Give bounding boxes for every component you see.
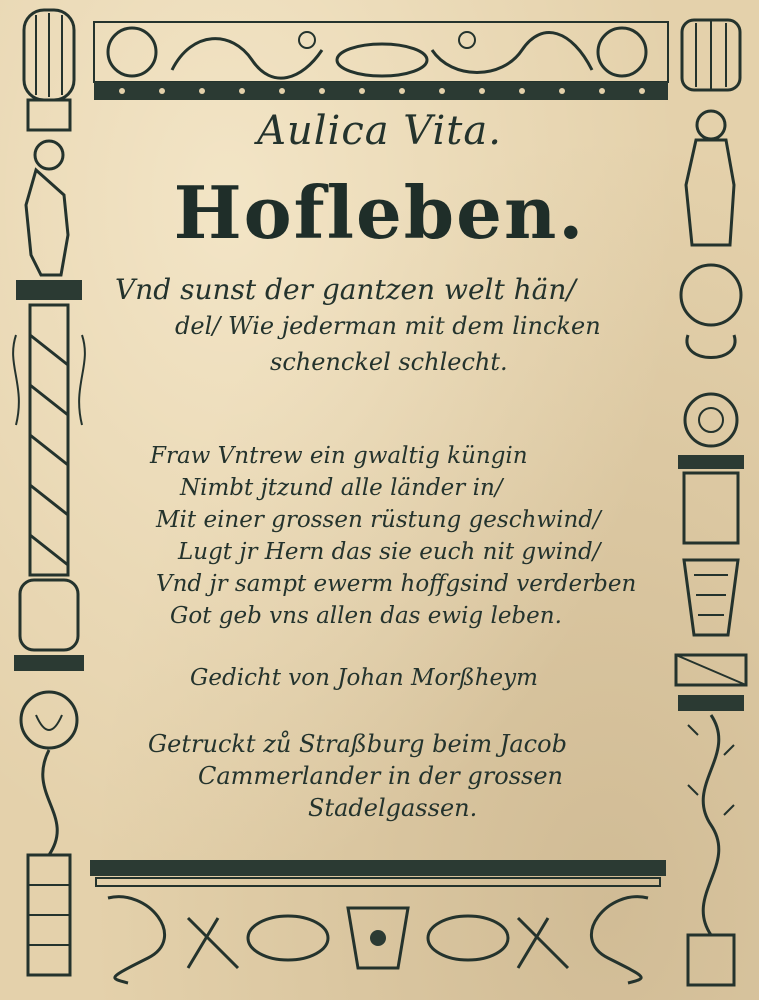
subtitle-line: del/ Wie jederman mit dem lincken: [175, 312, 601, 340]
verse-line: Mit einer grossen rüstung geschwind/: [156, 507, 601, 533]
right-column-ornament: [668, 15, 754, 990]
imprint-line: Cammerlander in der grossen: [198, 762, 563, 790]
printer-imprint: [148, 728, 668, 824]
verse-line: Nimbt jtzund alle länder in/: [180, 475, 503, 501]
verse-line: Lugt jr Hern das sie euch nit gwind/: [178, 539, 601, 565]
bottom-ornament-border: [88, 858, 668, 988]
title-latin: Aulica Vita.: [257, 108, 502, 154]
subtitle-line: schenckel schlecht.: [270, 348, 508, 376]
subtitle: [115, 272, 655, 380]
imprint-line: Stadelgassen.: [308, 794, 478, 822]
author-line: Gedicht von Johan Morßheym: [190, 665, 538, 691]
imprint-line: Getruckt zů Straßburg beim Jacob: [148, 730, 567, 758]
verse: [150, 440, 670, 632]
title-german: Hofleben.: [173, 170, 586, 255]
subtitle-line: Vnd sunst der gantzen welt hän/: [115, 273, 576, 306]
verse-line: Got geb vns allen das ewig leben.: [170, 603, 562, 629]
verse-line: Vnd jr sampt ewerm hoffgsind verderben: [156, 571, 637, 597]
top-ornament-border: [92, 20, 670, 110]
verse-line: Fraw Vntrew ein gwaltig küngin: [150, 443, 528, 469]
